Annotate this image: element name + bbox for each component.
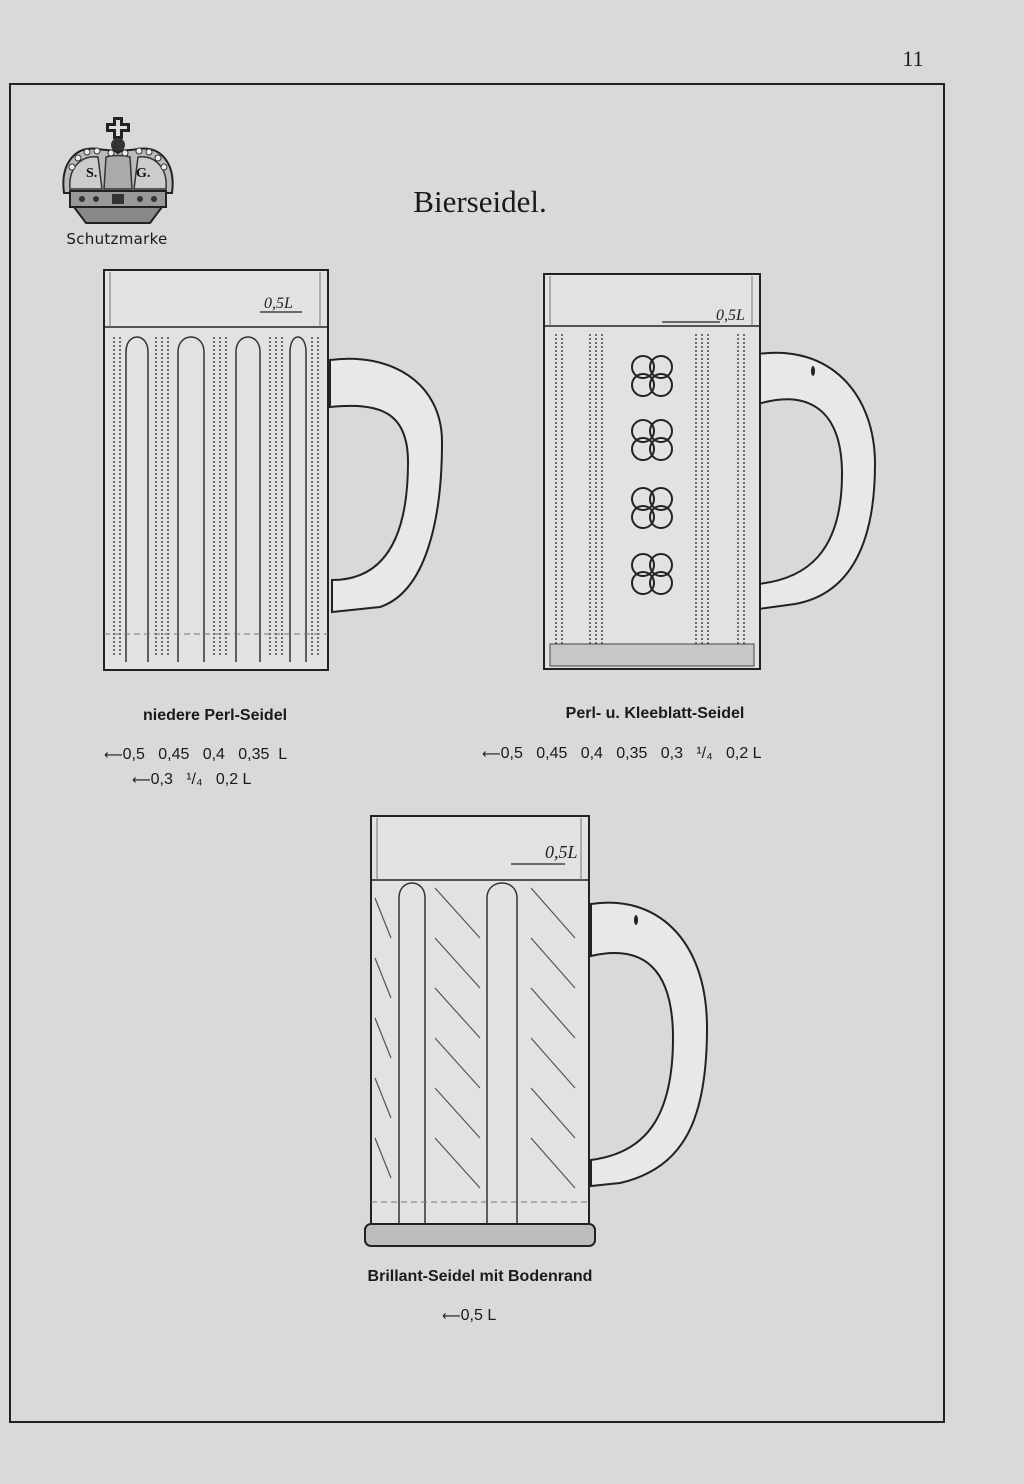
mug-illustration-perl [90, 262, 450, 682]
size-line: 0,5 L [460, 1307, 497, 1324]
arrow-icon: ⟵ [442, 1309, 461, 1324]
logo-letter-s: S. [86, 166, 98, 181]
capacity-mark: 0,5L [264, 295, 293, 312]
arrow-icon: ⟵ [132, 773, 151, 788]
mug-illustration-brillant [355, 808, 725, 1258]
mug-illustration-kleeblatt [530, 264, 890, 684]
crown-icon [56, 115, 181, 230]
product-name: Perl- u. Kleeblatt-Seidel [565, 705, 745, 722]
size-line: 0,5 0,45 0,4 0,35 L [122, 746, 288, 763]
product-sizes [132, 771, 251, 789]
logo-caption: Schutzmarke [66, 230, 168, 248]
arrow-icon: ⟵ [482, 747, 501, 762]
page-number: 11 [902, 46, 924, 71]
product-sizes [104, 746, 287, 764]
logo-letter-g: G. [136, 166, 151, 181]
capacity-mark: 0,5L [716, 307, 745, 324]
page-title: Bierseidel. [413, 184, 547, 219]
product-name: Brillant-Seidel mit Bodenrand [367, 1268, 593, 1285]
size-line: 0,3 ¹/₄ 0,2 L [150, 771, 252, 788]
product-sizes [482, 745, 762, 763]
product-name: niedere Perl-Seidel [142, 707, 288, 724]
capacity-mark: 0,5L [545, 842, 578, 862]
size-line: 0,5 0,45 0,4 0,35 0,3 ¹/₄ 0,2 L [500, 745, 762, 762]
arrow-icon: ⟵ [104, 748, 123, 763]
product-sizes [442, 1307, 496, 1325]
